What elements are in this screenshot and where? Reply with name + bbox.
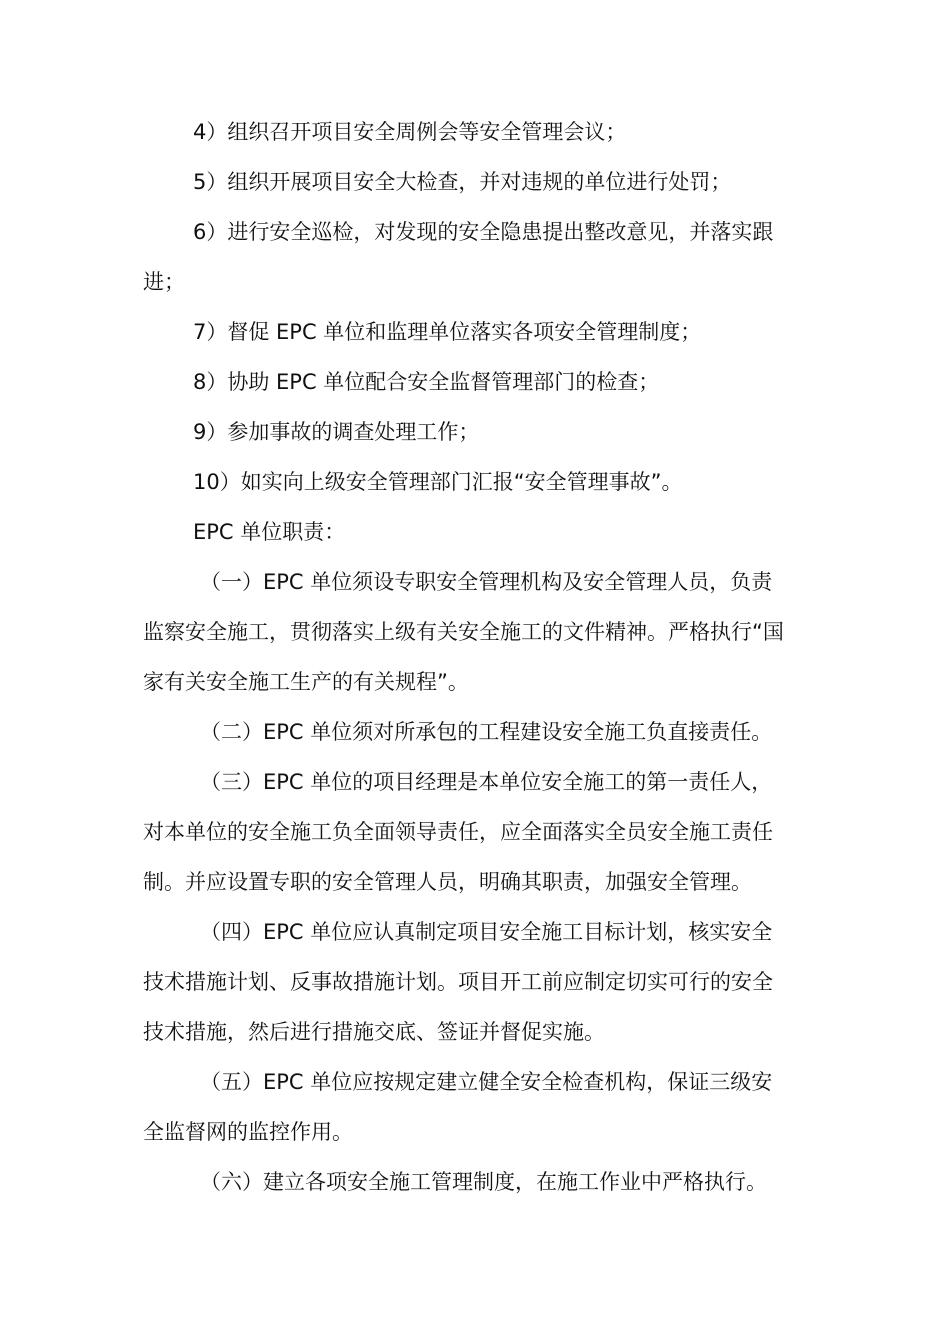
- paragraph-line: 对本单位的安全施工负全面领导责任，应全面落实全员安全施工责任: [143, 820, 773, 844]
- paragraph-line: 进；: [143, 270, 185, 294]
- paragraph-line: 9）参加事故的调查处理工作；: [193, 420, 480, 444]
- paragraph-line: （三）EPC 单位的项目经理是本单位安全施工的第一责任人，: [200, 770, 773, 794]
- paragraph-line: 监察安全施工，贯彻落实上级有关安全施工的文件精神。严格执行“国: [143, 620, 784, 644]
- paragraph-line: （五）EPC 单位应按规定建立健全安全检查机构，保证三级安: [200, 1070, 773, 1094]
- paragraph-line: 全监督网的监控作用。: [143, 1120, 353, 1144]
- paragraph-line: 8）协助 EPC 单位配合安全监督管理部门的检查；: [193, 370, 660, 394]
- paragraph-line: 4）组织召开项目安全周例会等安全管理会议；: [193, 120, 627, 144]
- paragraph-line: （四）EPC 单位应认真制定项目安全施工目标计划，核实安全: [200, 920, 773, 944]
- paragraph-line: 7）督促 EPC 单位和监理单位落实各项安全管理制度；: [193, 320, 702, 344]
- paragraph-line: （二）EPC 单位须对所承包的工程建设安全施工负直接责任。: [200, 720, 773, 744]
- paragraph-line: 6）进行安全巡检，对发现的安全隐患提出整改意见，并落实跟: [193, 220, 774, 244]
- paragraph-line: 技术措施，然后进行措施交底、签证并督促实施。: [143, 1020, 605, 1044]
- section-heading: EPC 单位职责：: [193, 520, 346, 544]
- paragraph-line: 家有关安全施工生产的有关规程”。: [143, 670, 469, 694]
- paragraph-line: （六）建立各项安全施工管理制度，在施工作业中严格执行。: [200, 1170, 767, 1194]
- paragraph-line: 技术措施计划、反事故措施计划。项目开工前应制定切实可行的安全: [143, 970, 773, 994]
- paragraph-line: （一）EPC 单位须设专职安全管理机构及安全管理人员，负责: [200, 570, 773, 594]
- paragraph-line: 制。并应设置专职的安全管理人员，明确其职责，加强安全管理。: [143, 870, 752, 894]
- paragraph-line: 5）组织开展项目安全大检查，并对违规的单位进行处罚；: [193, 170, 732, 194]
- paragraph-line: 10）如实向上级安全管理部门汇报“安全管理事故”。: [193, 470, 683, 494]
